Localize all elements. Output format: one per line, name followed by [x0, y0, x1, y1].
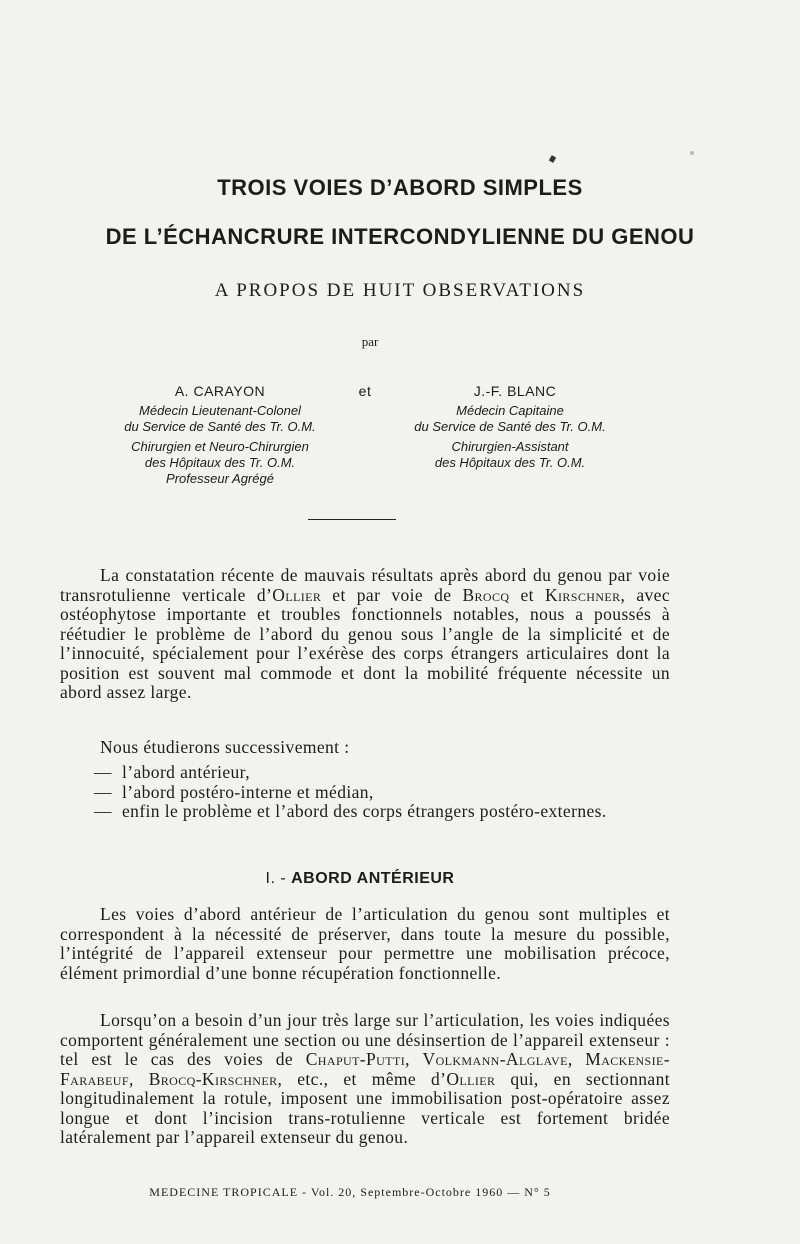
text-run: et par voie de	[321, 584, 463, 605]
affiliation-line: des Hôpitaux des Tr. O.M.	[144, 455, 296, 470]
list-text: l’abord postéro-interne et médian,	[122, 781, 374, 802]
list-item	[94, 783, 670, 803]
text-run: qui, en sectionnant longitudinalement la rotule, imposent une immobilisation post-opératoire assez longue et dont l’incision trans-rotulienne verticale est fortement bridée latéralement par l’appareil extenseur du genou.	[60, 1068, 671, 1147]
list-item	[94, 763, 670, 783]
subtitle: A PROPOS DE HUIT OBSERVATIONS	[214, 280, 586, 301]
section-paragraph-1: Les voies d’abord antérieur de l’articulation du genou sont multiples et correspondent à la nécessité de préserver, dans toute la mesure du possible, l’intégrité de l’appareil extenseur pour permettre une mobilisation précoce, élément primordial d’une bonne récupération fonctionnelle.	[60, 904, 670, 983]
list-item	[94, 802, 670, 822]
separator-rule	[308, 519, 396, 520]
author-ref: Chaput-Putti	[305, 1049, 406, 1069]
text-run: Lorsqu’on a besoin d’un jour très large sur l’articulation, les voies indiquées comportent généralement une section ou une désinsertion de l’appareil extenseur : tel est le cas des voies de	[60, 1010, 670, 1069]
author-1-name: A. CARAYON	[174, 383, 266, 399]
text-run: et	[509, 584, 545, 605]
section-heading	[0, 870, 720, 888]
section-number: I.	[265, 870, 276, 887]
title-line-1: TROIS VOIES D’ABORD SIMPLES	[217, 175, 583, 200]
author-2-name: J.-F. BLANC	[473, 383, 557, 399]
affiliation-line: des Hôpitaux des Tr. O.M.	[434, 455, 586, 470]
author-ref: Mackensie-Farabeuf	[60, 1049, 670, 1089]
section-title: ABORD ANTÉRIEUR	[291, 870, 455, 887]
text-run: , etc., et même d’	[277, 1068, 447, 1089]
affiliation-line: Chirurgien-Assistant	[451, 439, 569, 454]
affiliation-line: Chirurgien et Neuro-Chirurgien	[131, 439, 309, 454]
affiliation-line: Médecin Lieutenant-Colonel	[139, 403, 301, 418]
text-run: La constatation récente de mauvais résultats après abord du genou par voie transrotulienne verticale d’	[60, 565, 670, 605]
by-label: par	[361, 334, 379, 349]
author-ref: Volkmann-Alglave	[422, 1049, 568, 1069]
journal-footer: MEDECINE TROPICALE - Vol. 20, Septembre-Octobre 1960 — N° 5	[149, 1185, 551, 1199]
section-separator: -	[280, 870, 287, 887]
list-text: l’abord antérieur,	[122, 762, 250, 782]
intro-paragraph	[60, 566, 670, 703]
plan-list	[94, 763, 670, 822]
list-dash: —	[94, 801, 112, 821]
author-ref: Brocq-Kirschner	[148, 1068, 278, 1089]
list-text: enfin le problème et l’abord des corps étrangers postéro-externes.	[122, 801, 607, 821]
author-ref: Ollier	[446, 1068, 496, 1089]
author-ref: Ollier	[272, 584, 322, 605]
list-dash: —	[94, 781, 112, 802]
paper-speck	[690, 151, 694, 155]
author-1-affiliation	[70, 403, 370, 487]
list-dash: —	[94, 762, 112, 782]
text-run: ,	[405, 1049, 423, 1069]
author-ref: Brocq	[462, 584, 510, 605]
affiliation-line: Médecin Capitaine	[456, 403, 564, 418]
text-run: , avec ostéophytose importante et troubles fonctionnels notables, nous a poussés à réétudier le problème de l’abord du genou sous l’angle de la simplicité et de l’innocuité, spécialement pour l’exérèse des corps étrangers articulaires dont la position est souvent mal commode et dont la mobilité fréquente nécessite un abord assez large.	[60, 584, 671, 702]
affiliation-line: du Service de Santé des Tr. O.M.	[414, 419, 606, 434]
author-ref: Kirschner	[544, 584, 621, 605]
text-run: ,	[128, 1068, 149, 1089]
title-line-2: DE L’ÉCHANCRURE INTERCONDYLIENNE DU GENOU	[105, 224, 695, 249]
text-run: ,	[567, 1049, 586, 1069]
author-conjunction: et	[358, 383, 372, 399]
ink-mark	[549, 155, 556, 163]
affiliation-line: Professeur Agrégé	[166, 471, 274, 486]
affiliation-line: du Service de Santé des Tr. O.M.	[124, 419, 316, 434]
plan-paragraph: Nous étudierons successivement :	[100, 737, 350, 757]
section-paragraph-2	[60, 1011, 670, 1148]
author-2-affiliation	[380, 403, 640, 471]
